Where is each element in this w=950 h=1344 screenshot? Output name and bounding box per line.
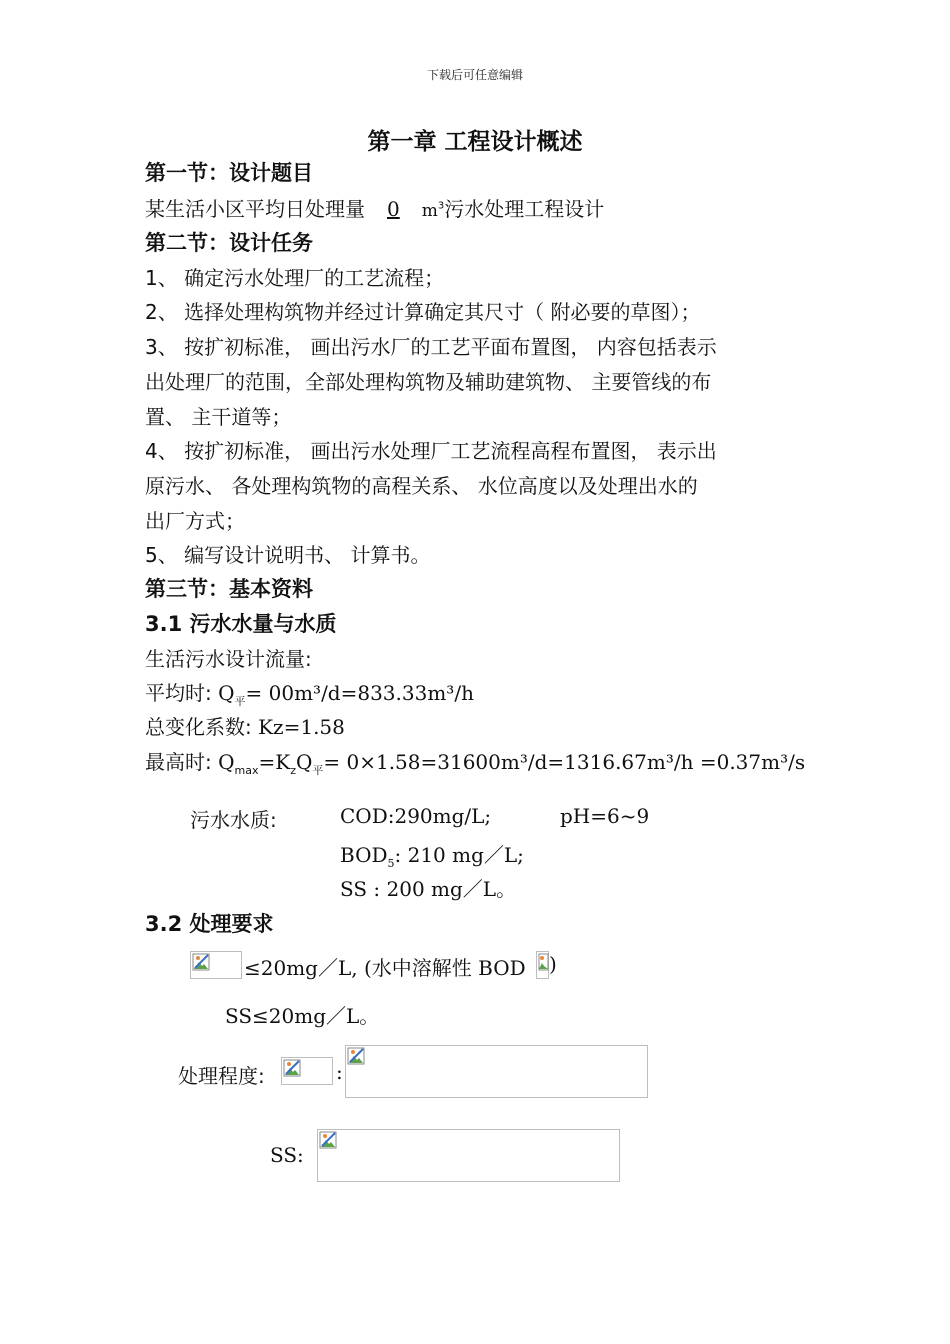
max-q-sub: max [234, 764, 259, 777]
max-value: = 0×1.58=31600m³/d=1316.67m³/h =0.37m³/s [323, 750, 806, 774]
ss-value: SS : 200 mg／L。 [340, 877, 517, 901]
req2-text: SS≤20mg／L。 [225, 1004, 380, 1028]
topic-blank: 0 [387, 197, 400, 221]
subsection-3-2-heading: 3.2 处理要求 [145, 912, 274, 936]
bod-line [340, 839, 524, 870]
kz-line [145, 711, 345, 740]
topic-suffix: 污水处理工程设计 [444, 197, 605, 221]
topic-unit-sup: 3 [437, 200, 445, 212]
section-1-heading: 第一节：设计题目 [145, 161, 313, 185]
subsection-3-1-heading: 3.1 污水水量与水质 [145, 612, 337, 636]
bod-sub: 5 [387, 857, 395, 870]
broken-image-icon [281, 1057, 333, 1085]
req1-text [244, 952, 526, 981]
task-item: 原污水、 各处理构筑物的高程关系、 水位高度以及处理出水的 [145, 474, 698, 498]
task-item: 2、 选择处理构筑物并经过计算确定其尺寸（ 附必要的草图）； [145, 300, 701, 324]
section-2-heading: 第二节：设计任务 [145, 231, 313, 255]
avg-value: = 00m³/d=833.33m³/h [245, 681, 474, 705]
broken-image-icon [345, 1045, 648, 1098]
avg-q: Q [218, 681, 235, 705]
task-item: 置、 主干道等； [145, 405, 292, 429]
avg-label: 平均时: [145, 681, 219, 705]
degree-label: 处理程度: [178, 1064, 265, 1088]
kz-label: 总变化系数: [145, 715, 259, 739]
bod-prefix: BOD [340, 843, 388, 867]
broken-image-icon [317, 1129, 620, 1182]
max-q: Q [218, 750, 235, 774]
task-item: 4、 按扩初标准， 画出污水处理厂工艺流程高程布置图， 表示出 [145, 439, 717, 463]
task-item: 3、 按扩初标准， 画出污水厂的工艺平面布置图， 内容包括表示 [145, 335, 717, 359]
topic-unit: m [421, 201, 438, 221]
avg-q-sub: 平 [234, 695, 246, 708]
degree-colon: : [336, 1060, 343, 1084]
broken-image-icon [190, 951, 242, 979]
task-item: 出处理厂的范围，全部处理构筑物及辅助建筑物、 主要管线的布 [145, 370, 712, 394]
task-item: 5、 编写设计说明书、 计算书。 [145, 543, 431, 567]
ss-degree-label: SS: [270, 1143, 304, 1167]
ph-value: pH=6~9 [560, 804, 650, 828]
max-k-sub: z [290, 764, 296, 777]
avg-flow-line [145, 677, 474, 709]
max-flow-line [145, 746, 805, 778]
quality-label: 污水水质: [190, 808, 277, 832]
topic-prefix: 某生活小区平均日处理量 [145, 197, 365, 221]
broken-image-icon [536, 951, 549, 979]
task-item: 1、 确定污水处理厂的工艺流程； [145, 266, 445, 290]
section-3-heading: 第三节：基本资料 [145, 577, 313, 601]
design-topic-line [145, 193, 604, 222]
req1-value: ≤20mg／L, (水中溶解性 BOD [244, 956, 526, 980]
page-header-note: 下载后可任意编辑 [426, 68, 523, 82]
chapter-title: 第一章 工程设计概述 [367, 129, 583, 155]
task-item: 出厂方式； [145, 509, 245, 533]
kz-value: Kz=1.58 [258, 715, 345, 739]
max-q2: Q [295, 750, 313, 774]
cod-value: COD:290mg/L; [340, 804, 492, 828]
max-eq: =K [258, 750, 291, 774]
max-q2-sub: 平 [312, 764, 324, 777]
req1-close: ) [549, 952, 557, 976]
max-label: 最高时: [145, 750, 219, 774]
flow-label: 生活污水设计流量: [145, 647, 312, 671]
bod-value: : 210 mg／L; [394, 843, 524, 867]
